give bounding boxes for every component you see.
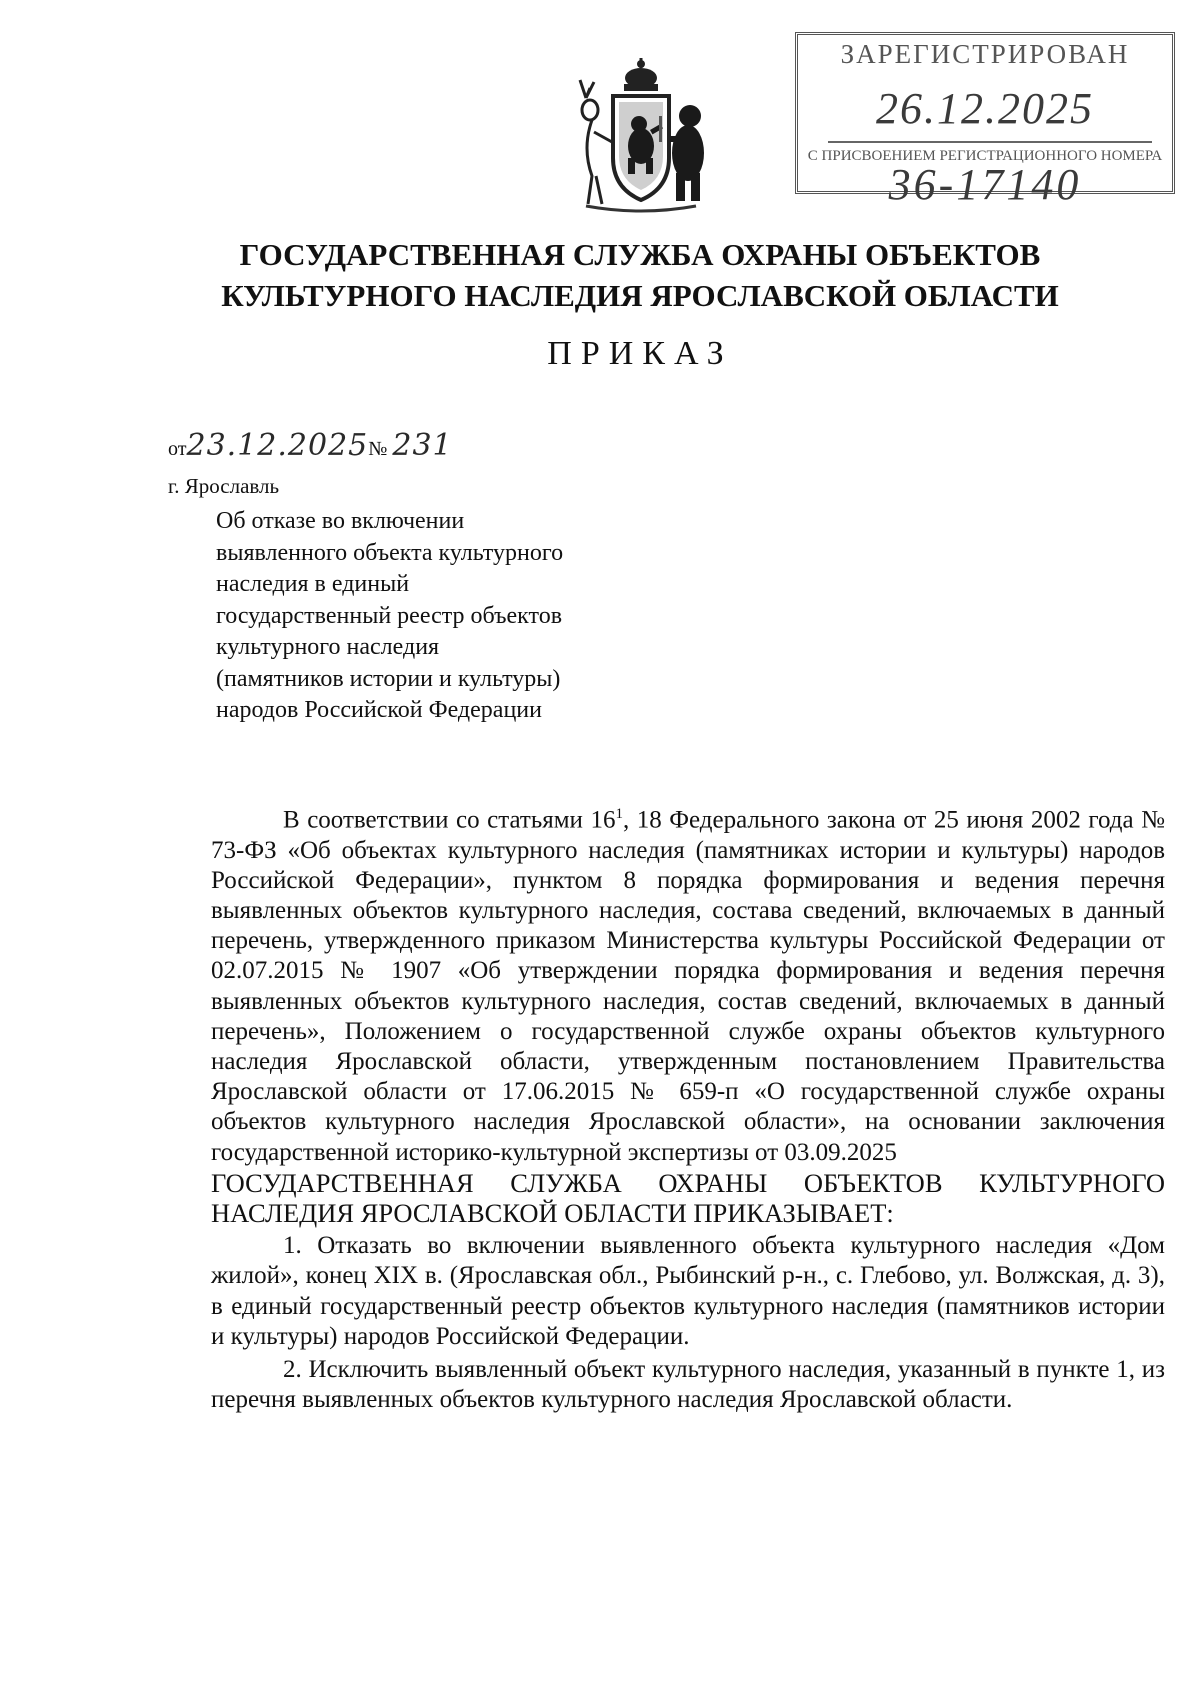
order-number: 231 [392,428,453,463]
org-title-line1: ГОСУДАРСТВЕННАЯ СЛУЖБА ОХРАНЫ ОБЪЕКТОВ [239,237,1041,272]
order-body [211,799,1165,1415]
order-item-1: 1. Отказать во включении выявленного объекта культурного наследия «Дом жилой», конец XIX в. (Ярославская обл., Рыбинский р-н., с. Глебово, ул. Волжская, д. 3), в единый государственный реестр объектов культурного наследия (памятников истории и культуры) народов Российской Федерации. [211,1232,1165,1350]
stamp-title: ЗАРЕГИСТРИРОВАН [840,39,1130,69]
stamp-date: 26.12.2025 [876,84,1094,133]
document-type: ПРИКАЗ [547,335,733,372]
order-date: 23.12.2025 [186,428,369,463]
order-item-2: 2. Исключить выявленный объект культурного наследия, указанный в пункте 1, из перечня выявленных объектов культурного наследия Ярославской области. [211,1355,1165,1414]
org-title-line2: КУЛЬТУРНОГО НАСЛЕДИЯ ЯРОСЛАВСКОЙ ОБЛАСТИ [221,278,1059,313]
subject-line: выявленного объекта культурного [216,539,564,566]
order-subject [216,506,646,727]
stamp-divider [828,141,1152,143]
number-label: № [368,438,388,460]
subject-line: Об отказе во включении [216,508,465,534]
stamp-number: 36-17140 [888,160,1082,209]
subject-line: (памятников истории и культуры) [216,665,561,692]
from-label: от [168,438,187,460]
subject-line: народов Российской Федерации [216,697,542,723]
preamble-superscript: 1 [615,806,623,822]
registration-stamp [795,32,1175,209]
stamp-caption: С ПРИСВОЕНИЕМ РЕГИСТРАЦИОННОГО НОМЕРА [807,148,1163,164]
subject-line: государственный реестр объектов [216,602,563,629]
orders-line: ГОСУДАРСТВЕННАЯ СЛУЖБА ОХРАНЫ ОБЪЕКТОВ КУЛЬТУРНОГО НАСЛЕДИЯ ЯРОСЛАВСКОЙ ОБЛАСТИ ПРИКАЗЫВАЕТ: [211,1167,1165,1228]
city: г. Ярославль [168,474,280,498]
coat-of-arms-icon [566,58,716,216]
preamble-paragraph: В соответствии со статьями $16^1$, 18 Федерального закона от 25 июня 2002 года № 73-ФЗ «Об объектах культурного наследия (памятниках истории и культуры) народов Российской Федерации», пунктом 8 порядка формирования и ведения перечня выявленных объектов культурного наследия, состава сведений, включаемых в данный перечень, утвержденного приказом Министерства культуры Российской Федерации от 02.07.2015 № 1907 «Об утверждении порядка формирования и ведения перечня выявленных объектов культурного наследия, состав сведений, включаемых в данный перечень», Положением о государственной службе охраны объектов культурного наследия Ярославской области, утвержденным постановлением Правительства Ярославской области от 17.06.2015 № 659-п «О государственной службе охраны объектов культурного наследия Ярославской области», на основании заключения государственной историко-культурной экспертизы от 03.09.2025 [211,806,1165,1166]
organization-title [100,234,1180,316]
subject-line: культурного наследия [216,634,440,660]
subject-line: наследия в единый [216,571,410,597]
order-date-number [168,428,453,463]
